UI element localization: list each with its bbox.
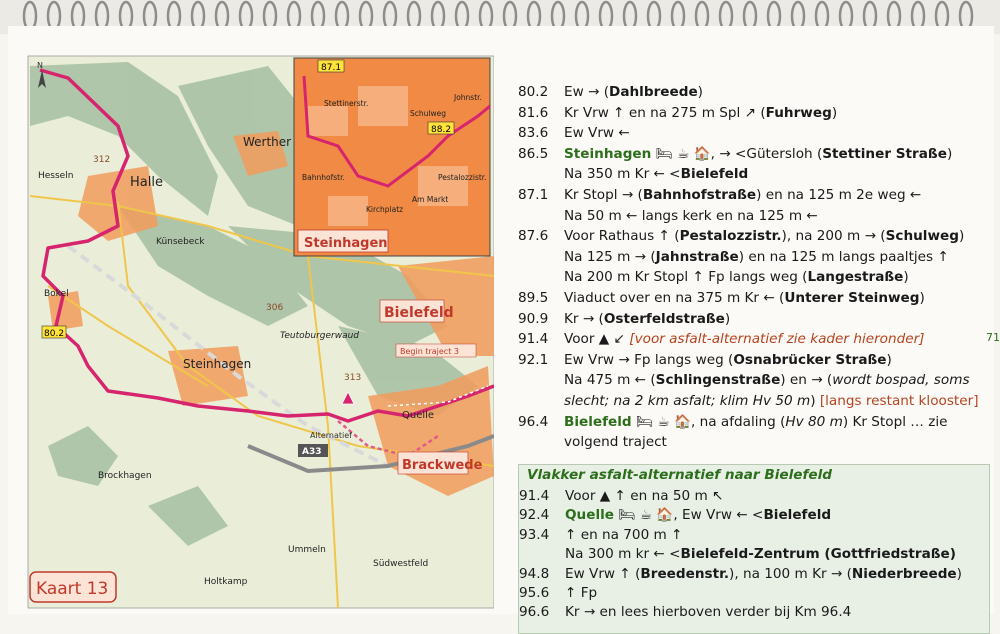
town-hesseln: Hesseln — [38, 171, 74, 181]
town-bielefeld: Bielefeld — [384, 305, 454, 321]
route-step-90-9: 90.9 Kr → (Osterfeldstraße) — [518, 310, 731, 327]
inset-map[interactable] — [294, 58, 490, 256]
route-step-96-4: 96.4 Bielefeld 🛏 ☕ 🏠, na afdaling (Hv 80 m) Kr Stopl … zie — [518, 413, 948, 430]
alternative-list — [519, 487, 962, 623]
elevation-306: 306 — [266, 303, 284, 313]
kaart-label: Kaart 13 — [36, 579, 109, 599]
route-step-96-4-cont: volgend traject — [564, 434, 667, 451]
inset-badge-88-2-text: 88.2 — [431, 125, 452, 135]
inset-ammarkt: Am Markt — [412, 195, 449, 204]
town-bokel: Bokel — [44, 289, 69, 299]
town-holtkamp: Holtkamp — [204, 577, 248, 587]
route-step-92-1-cont1: Na 475 m ← (Schlingenstraße) en → (wordt bospad, soms — [564, 372, 970, 389]
alt-step-94-8: 94.8 Ew Vrw ↑ (Breedenstr.), na 100 m Kr → (Niederbreede) — [519, 565, 962, 582]
page-number: 71 — [986, 331, 1000, 344]
route-step-80-2: 80.2 Ew → (Dahlbreede) — [518, 84, 703, 100]
north-label: N — [37, 61, 43, 70]
alt-step-93-4: 93.4 ↑ en na 700 m ↑ — [519, 526, 683, 543]
town-werther: Werther — [243, 135, 292, 149]
alt-step-93-4-cont: Na 300 m kr ← <Bielefeld-Zentrum (Gottfriedstraße) — [565, 546, 956, 563]
town-ummeln: Ummeln — [288, 545, 326, 555]
route-step-86-5-cont: Na 350 m Kr ← <Bielefeld — [564, 166, 749, 183]
alternative-box — [518, 464, 990, 634]
town-brockhagen: Brockhagen — [98, 471, 152, 481]
elevation-312: 312 — [93, 155, 111, 165]
route-step-86-5: 86.5 Steinhagen 🛏 ☕ 🏠, → <Gütersloh (Stettiner Straße) — [518, 145, 953, 162]
inset-bahnhofstr: Bahnhofstr. — [302, 173, 345, 182]
alt-step-92-4: 92.4 Quelle 🛏 ☕ 🏠, Ew Vrw ← <Bielefeld — [519, 507, 832, 524]
area-teutoburgerwald: Teutoburgerwaud — [280, 331, 360, 341]
inset-title: Steinhagen — [304, 236, 388, 251]
km-badge-80-2-text: 80.2 — [44, 329, 65, 339]
town-quelle: Quelle — [402, 410, 435, 421]
inset-schulweg: Schulweg — [410, 109, 446, 118]
route-step-87-1-cont: Na 50 m ← langs kerk en na 125 m ← — [564, 207, 818, 224]
route-step-89-5: 89.5 Viaduct over en na 375 m Kr ← (Unterer Steinweg) — [518, 289, 925, 306]
route-step-87-1: 87.1 Kr Stopl → (Bahnhofstraße) en na 125 m 2e weg ← — [518, 186, 922, 203]
elevation-313: 313 — [344, 373, 362, 383]
alt-step-96-6: 96.6 Kr → en lees hierboven verder bij Km 96.4 — [519, 604, 852, 621]
inset-stettinerstr: Stettinerstr. — [324, 99, 369, 108]
inset-kirchplatz: Kirchplatz — [366, 205, 404, 214]
inset-pestalozzistr: Pestalozzistr. — [438, 173, 487, 182]
town-sudwestfeld: Südwestfeld — [373, 559, 429, 569]
route-step-87-6: 87.6 Voor Rathaus ↑ (Pestalozzistr.), na 200 m → (Schulweg) — [518, 228, 965, 245]
inset-johnstr: Johnstr. — [454, 93, 482, 102]
route-step-91-4: 91.4 Voor ▲ ↙ [voor asfalt-alternatief zie kader hieronder] — [518, 331, 925, 348]
route-step-81-6: 81.6 Kr Vrw ↑ en na 275 m Spl ↗ (Fuhrweg) — [518, 104, 838, 121]
town-halle: Halle — [130, 175, 163, 190]
guidebook-page — [8, 26, 1000, 621]
alternative-title: Vlakker asfalt-alternatief naar Bielefeld — [527, 467, 832, 483]
town-kunsebeck: Künsebeck — [156, 237, 205, 247]
route-step-87-6-cont1: Na 125 m → (Jahnstraße) en na 125 m langs paaltjes ↑ — [564, 248, 949, 265]
route-step-92-1-cont2: slecht; na 2 km asfalt; klim Hv 50 m) [langs restant klooster] — [564, 392, 979, 409]
begin-traject-label: Begin traject 3 — [400, 347, 459, 356]
alt-step-91-4: 91.4 Voor ▲ ↑ en na 50 m ↖ — [519, 488, 724, 504]
route-map[interactable] — [8, 26, 494, 614]
route-step-83-6: 83.6 Ew Vrw ← — [518, 125, 630, 142]
town-steinhagen: Steinhagen — [183, 357, 252, 371]
alt-step-95-6: 95.6 ↑ Fp — [519, 584, 598, 601]
route-description — [518, 82, 988, 453]
alternatief-label: Alternatief — [310, 431, 352, 440]
route-step-87-6-cont2: Na 200 m Kr Stopl ↑ Fp langs weg (Langestraße) — [564, 269, 909, 286]
motorway-badge-text: A33 — [302, 447, 322, 457]
route-step-92-1: 92.1 Ew Vrw → Fp langs weg (Osnabrücker Straße) — [518, 351, 892, 368]
inset-badge-87-1-text: 87.1 — [321, 63, 342, 73]
town-brackwede: Brackwede — [402, 458, 483, 473]
